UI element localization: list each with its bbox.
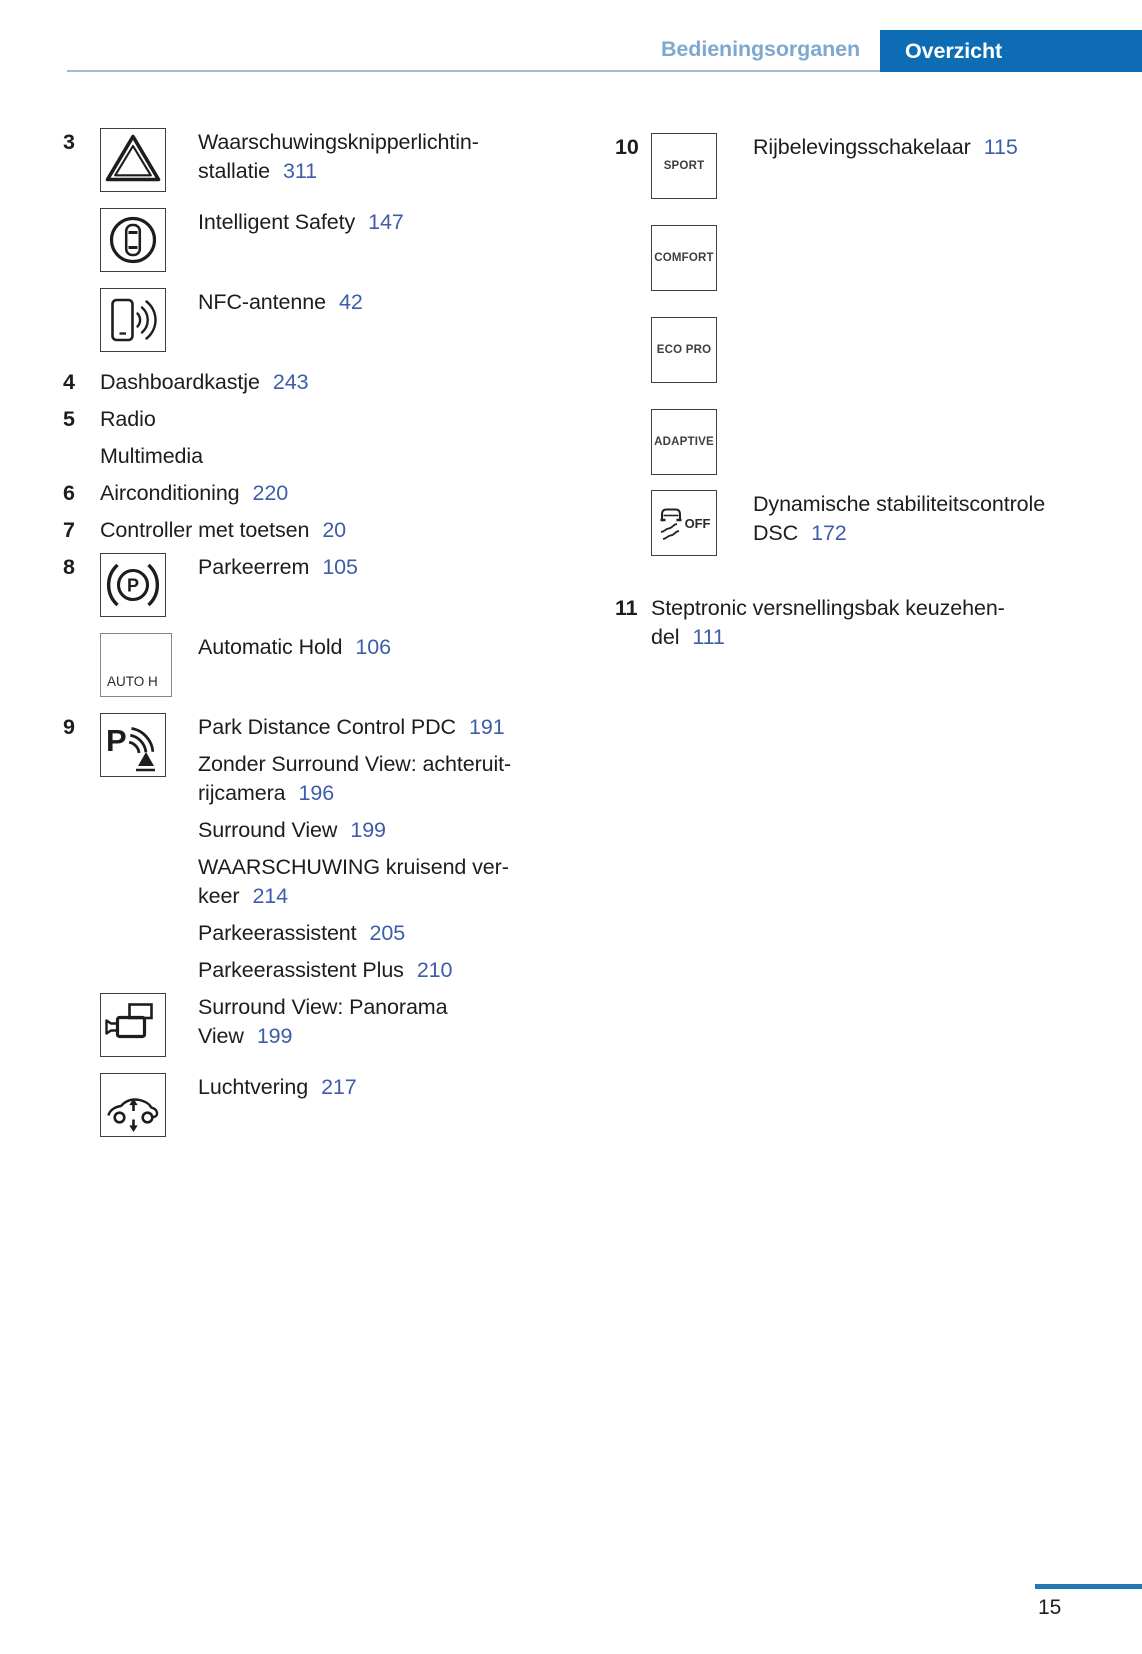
legend-line: [198, 157, 563, 186]
label-text: View: [198, 1024, 244, 1048]
legend-line: [753, 519, 1135, 548]
header-rule: [67, 70, 880, 72]
item-number: 9: [63, 715, 75, 739]
drive-mode-eco-pro-button-label: ECO PRO: [656, 344, 712, 356]
legend-line: [198, 633, 563, 662]
legend-line: [198, 750, 563, 779]
label-text: Dashboardkastje: [100, 370, 260, 394]
legend-line: [753, 133, 1135, 162]
page-reference[interactable]: 172: [811, 521, 847, 545]
label-text: Automatic Hold: [198, 635, 343, 659]
legend-line: [198, 882, 563, 911]
legend-line: [198, 553, 563, 582]
legend-entry: [651, 409, 1135, 475]
legend-line: [100, 368, 563, 397]
surround-view-camera-icon: [100, 993, 166, 1057]
label-text: Rijbelevingsschakelaar: [753, 135, 971, 159]
legend-line: [198, 956, 563, 985]
page-reference[interactable]: 196: [298, 781, 335, 805]
label-text: Park Distance Control PDC: [198, 715, 456, 739]
footer-accent-bar: [1035, 1584, 1142, 1589]
hazard-warning-triangle-icon: [100, 128, 166, 192]
legend-item-4: [63, 368, 563, 405]
intelligent-safety-icon: [100, 208, 166, 272]
label-text: del: [651, 625, 680, 649]
item-number: 7: [63, 518, 75, 542]
page-reference[interactable]: 311: [283, 159, 317, 183]
legend-entry: [651, 225, 1135, 291]
legend-entry: [100, 633, 563, 697]
legend-line: [198, 919, 563, 948]
page-reference[interactable]: 106: [355, 635, 391, 659]
legend-entry: [100, 1073, 563, 1137]
page-reference[interactable]: 243: [272, 370, 309, 394]
item-number: 4: [63, 370, 75, 394]
page-reference[interactable]: 20: [322, 518, 347, 542]
label-text: Multimedia: [100, 444, 203, 468]
legend-entry: [100, 405, 563, 434]
legend-item-7: [63, 516, 563, 553]
drive-mode-eco-pro-button: [651, 317, 717, 383]
item-number: 10: [615, 135, 639, 159]
legend-line: [198, 1022, 563, 1051]
label-text: Dynamische stabiliteitscontrole: [753, 492, 1046, 516]
label-text: Parkeerassistent: [198, 921, 357, 945]
page-reference[interactable]: 115: [983, 135, 1018, 159]
drive-mode-adaptive-button-label: ADAPTIVE: [654, 436, 714, 448]
legend-entry: [651, 594, 1135, 652]
drive-mode-sport-button: [651, 133, 717, 199]
legend-entry: [100, 956, 563, 985]
legend-column-left: [63, 128, 563, 1153]
drive-mode-adaptive-button: [651, 409, 717, 475]
item-number: 5: [63, 407, 75, 431]
section-title: Bedieningsorganen: [661, 37, 860, 61]
page-reference[interactable]: 210: [416, 958, 453, 982]
legend-line: [198, 1073, 563, 1102]
drive-mode-comfort-button-label: COMFORT: [654, 252, 714, 264]
label-text: Surround View: Panorama: [198, 995, 448, 1019]
page-reference[interactable]: 205: [369, 921, 406, 945]
legend-line: [651, 594, 1135, 623]
legend-line: [198, 128, 563, 157]
nfc-antenna-icon: [100, 288, 166, 352]
legend-item-9: [63, 713, 563, 1153]
legend-entry: [651, 490, 1135, 556]
legend-line: [753, 490, 1135, 519]
legend-entry: [100, 442, 563, 471]
chapter-tab-label: Overzicht: [905, 38, 1003, 63]
legend-item-8: [63, 553, 563, 713]
label-text: NFC-antenne: [198, 290, 326, 314]
label-text: Waarschuwingsknipperlichtin-: [198, 130, 479, 154]
legend-line: [198, 993, 563, 1022]
legend-column-right: [615, 133, 1135, 660]
drive-mode-sport-button-label: SPORT: [663, 160, 705, 172]
page-reference[interactable]: 199: [350, 818, 386, 842]
label-text: Steptronic versnellingsbak keuzehen-: [651, 596, 1005, 620]
page-reference[interactable]: 217: [321, 1075, 357, 1099]
legend-line: [100, 479, 563, 508]
label-text: DSC: [753, 521, 799, 545]
label-text: Surround View: [198, 818, 338, 842]
legend-item-6: [63, 479, 563, 516]
item-number: 8: [63, 555, 75, 579]
legend-line: [651, 623, 1135, 652]
page-reference[interactable]: 105: [322, 555, 358, 579]
auto-hold-button-label: AUTO H: [107, 674, 158, 689]
page-reference[interactable]: 111: [692, 625, 725, 649]
legend-line: [100, 442, 563, 471]
page-number: 15: [1038, 1596, 1062, 1619]
legend-entry: [100, 919, 563, 948]
legend-line: [198, 816, 563, 845]
legend-entry: [651, 317, 1135, 383]
dsc-off-icon: [651, 490, 717, 556]
legend-line: [198, 853, 563, 882]
legend-entry: [100, 750, 563, 808]
svg-text:P: P: [106, 723, 127, 758]
label-text: Controller met toetsen: [100, 518, 310, 542]
label-text: Airconditioning: [100, 481, 240, 505]
page-reference[interactable]: 147: [368, 210, 404, 234]
legend-entry: [100, 288, 563, 352]
legend-line: [198, 208, 563, 237]
legend-entry: [100, 553, 563, 617]
legend-line: [198, 713, 563, 742]
item-number: 6: [63, 481, 75, 505]
legend-item-11: [615, 594, 1135, 660]
item-number: 11: [615, 596, 638, 620]
legend-entry: [100, 128, 563, 192]
dsc-off-label: OFF: [684, 515, 711, 531]
page-reference[interactable]: 42: [338, 290, 363, 314]
legend-entry: [100, 208, 563, 272]
label-text: rijcamera: [198, 781, 286, 805]
legend-line: [198, 288, 563, 317]
svg-text:P: P: [127, 575, 139, 596]
legend-entry: [100, 993, 563, 1057]
legend-entry: [100, 816, 563, 845]
legend-entry: [100, 713, 563, 758]
label-text: WAARSCHUWING kruisend ver-: [198, 855, 509, 879]
legend-item-10: [615, 133, 1135, 594]
label-text: Intelligent Safety: [198, 210, 356, 234]
page-reference[interactable]: 220: [252, 481, 289, 505]
auto-hold-button: [100, 633, 172, 697]
page-reference[interactable]: 191: [468, 715, 505, 739]
label-text: Radio: [100, 407, 156, 431]
label-text: stallatie: [198, 159, 270, 183]
legend-entry: [100, 516, 563, 545]
label-text: Parkeerrem: [198, 555, 310, 579]
label-text: Parkeerassistent Plus: [198, 958, 404, 982]
chapter-tab: [880, 30, 1142, 72]
legend-line: [100, 516, 563, 545]
legend-entry: [100, 853, 563, 911]
parking-brake-icon: [100, 553, 166, 617]
legend-line: [100, 405, 563, 434]
label-text: Luchtvering: [198, 1075, 309, 1099]
legend-item-5: [63, 405, 563, 479]
air-suspension-icon: [100, 1073, 166, 1137]
item-number: 3: [63, 130, 75, 154]
drive-mode-comfort-button: [651, 225, 717, 291]
label-text: keer: [198, 884, 240, 908]
page-reference[interactable]: 214: [252, 884, 289, 908]
page-reference[interactable]: 199: [256, 1024, 293, 1048]
legend-entry: [100, 479, 563, 508]
legend-entry: [651, 133, 1135, 199]
legend-item-3: [63, 128, 563, 368]
legend-entry: [100, 368, 563, 397]
legend-line: [198, 779, 563, 808]
label-text: Zonder Surround View: achteruit-: [198, 752, 512, 776]
